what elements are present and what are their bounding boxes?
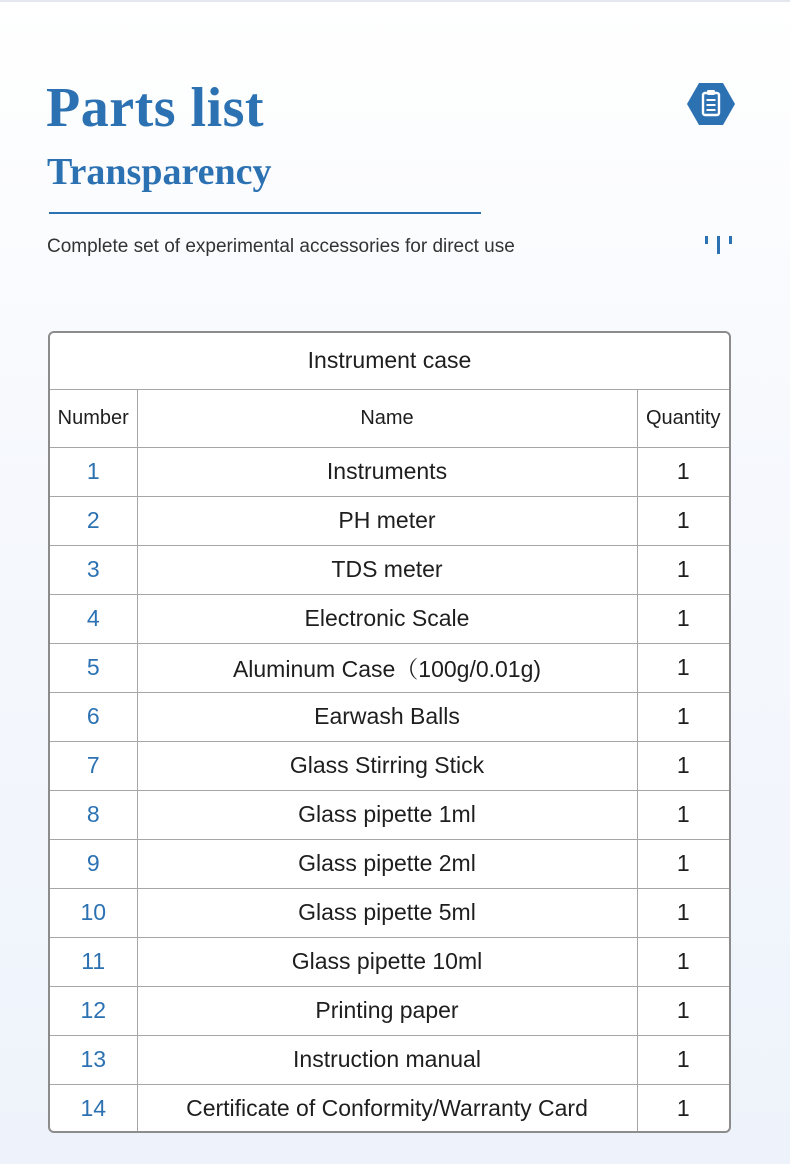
table-row	[50, 545, 729, 594]
table-row	[50, 1084, 729, 1133]
table-row	[50, 496, 729, 545]
row-quantity: 1	[637, 692, 729, 741]
table-row	[50, 839, 729, 888]
row-name: Glass pipette 10ml	[137, 937, 637, 986]
row-quantity: 1	[637, 643, 729, 692]
parts-table	[50, 333, 729, 1133]
row-number: 1	[50, 447, 137, 496]
tagline: Complete set of experimental accessories for direct use	[47, 236, 515, 257]
table-row	[50, 643, 729, 692]
row-number: 6	[50, 692, 137, 741]
table-row	[50, 937, 729, 986]
table-row	[50, 692, 729, 741]
row-quantity: 1	[637, 937, 729, 986]
table-row	[50, 790, 729, 839]
row-quantity: 1	[637, 1035, 729, 1084]
table-row	[50, 594, 729, 643]
row-name: Instruction manual	[137, 1035, 637, 1084]
table-row	[50, 741, 729, 790]
bars-icon	[704, 234, 734, 254]
row-number: 13	[50, 1035, 137, 1084]
row-name: Glass pipette 5ml	[137, 888, 637, 937]
page-title: Parts list	[46, 77, 265, 139]
row-quantity: 1	[637, 741, 729, 790]
row-name: Earwash Balls	[137, 692, 637, 741]
row-number: 8	[50, 790, 137, 839]
row-number: 4	[50, 594, 137, 643]
row-quantity: 1	[637, 888, 729, 937]
row-name: Glass pipette 2ml	[137, 839, 637, 888]
title-underline	[49, 212, 481, 214]
row-number: 7	[50, 741, 137, 790]
column-header-name: Name	[137, 389, 637, 447]
row-quantity: 1	[637, 496, 729, 545]
parts-table-container	[48, 331, 731, 1133]
row-number: 14	[50, 1084, 137, 1133]
page-subtitle: Transparency	[47, 151, 272, 193]
row-number: 12	[50, 986, 137, 1035]
row-name: Glass Stirring Stick	[137, 741, 637, 790]
row-quantity: 1	[637, 447, 729, 496]
row-name: PH meter	[137, 496, 637, 545]
table-row	[50, 1035, 729, 1084]
row-number: 10	[50, 888, 137, 937]
row-number: 5	[50, 643, 137, 692]
row-quantity: 1	[637, 545, 729, 594]
column-header-quantity: Quantity	[637, 389, 729, 447]
table-row	[50, 447, 729, 496]
table-row	[50, 888, 729, 937]
row-number: 2	[50, 496, 137, 545]
row-name: Certificate of Conformity/Warranty Card	[137, 1084, 637, 1133]
row-number: 11	[50, 937, 137, 986]
row-name: Electronic Scale	[137, 594, 637, 643]
table-row	[50, 986, 729, 1035]
row-quantity: 1	[637, 790, 729, 839]
row-quantity: 1	[637, 594, 729, 643]
table-caption: Instrument case	[50, 333, 729, 389]
column-header-number: Number	[50, 389, 137, 447]
row-number: 3	[50, 545, 137, 594]
row-name: Printing paper	[137, 986, 637, 1035]
clipboard-hexagon-icon	[686, 81, 736, 127]
row-name: Aluminum Case（100g/0.01g)	[137, 643, 637, 692]
top-divider	[0, 0, 790, 2]
row-name: Glass pipette 1ml	[137, 790, 637, 839]
row-quantity: 1	[637, 839, 729, 888]
row-number: 9	[50, 839, 137, 888]
row-name: TDS meter	[137, 545, 637, 594]
row-quantity: 1	[637, 1084, 729, 1133]
row-quantity: 1	[637, 986, 729, 1035]
row-name: Instruments	[137, 447, 637, 496]
